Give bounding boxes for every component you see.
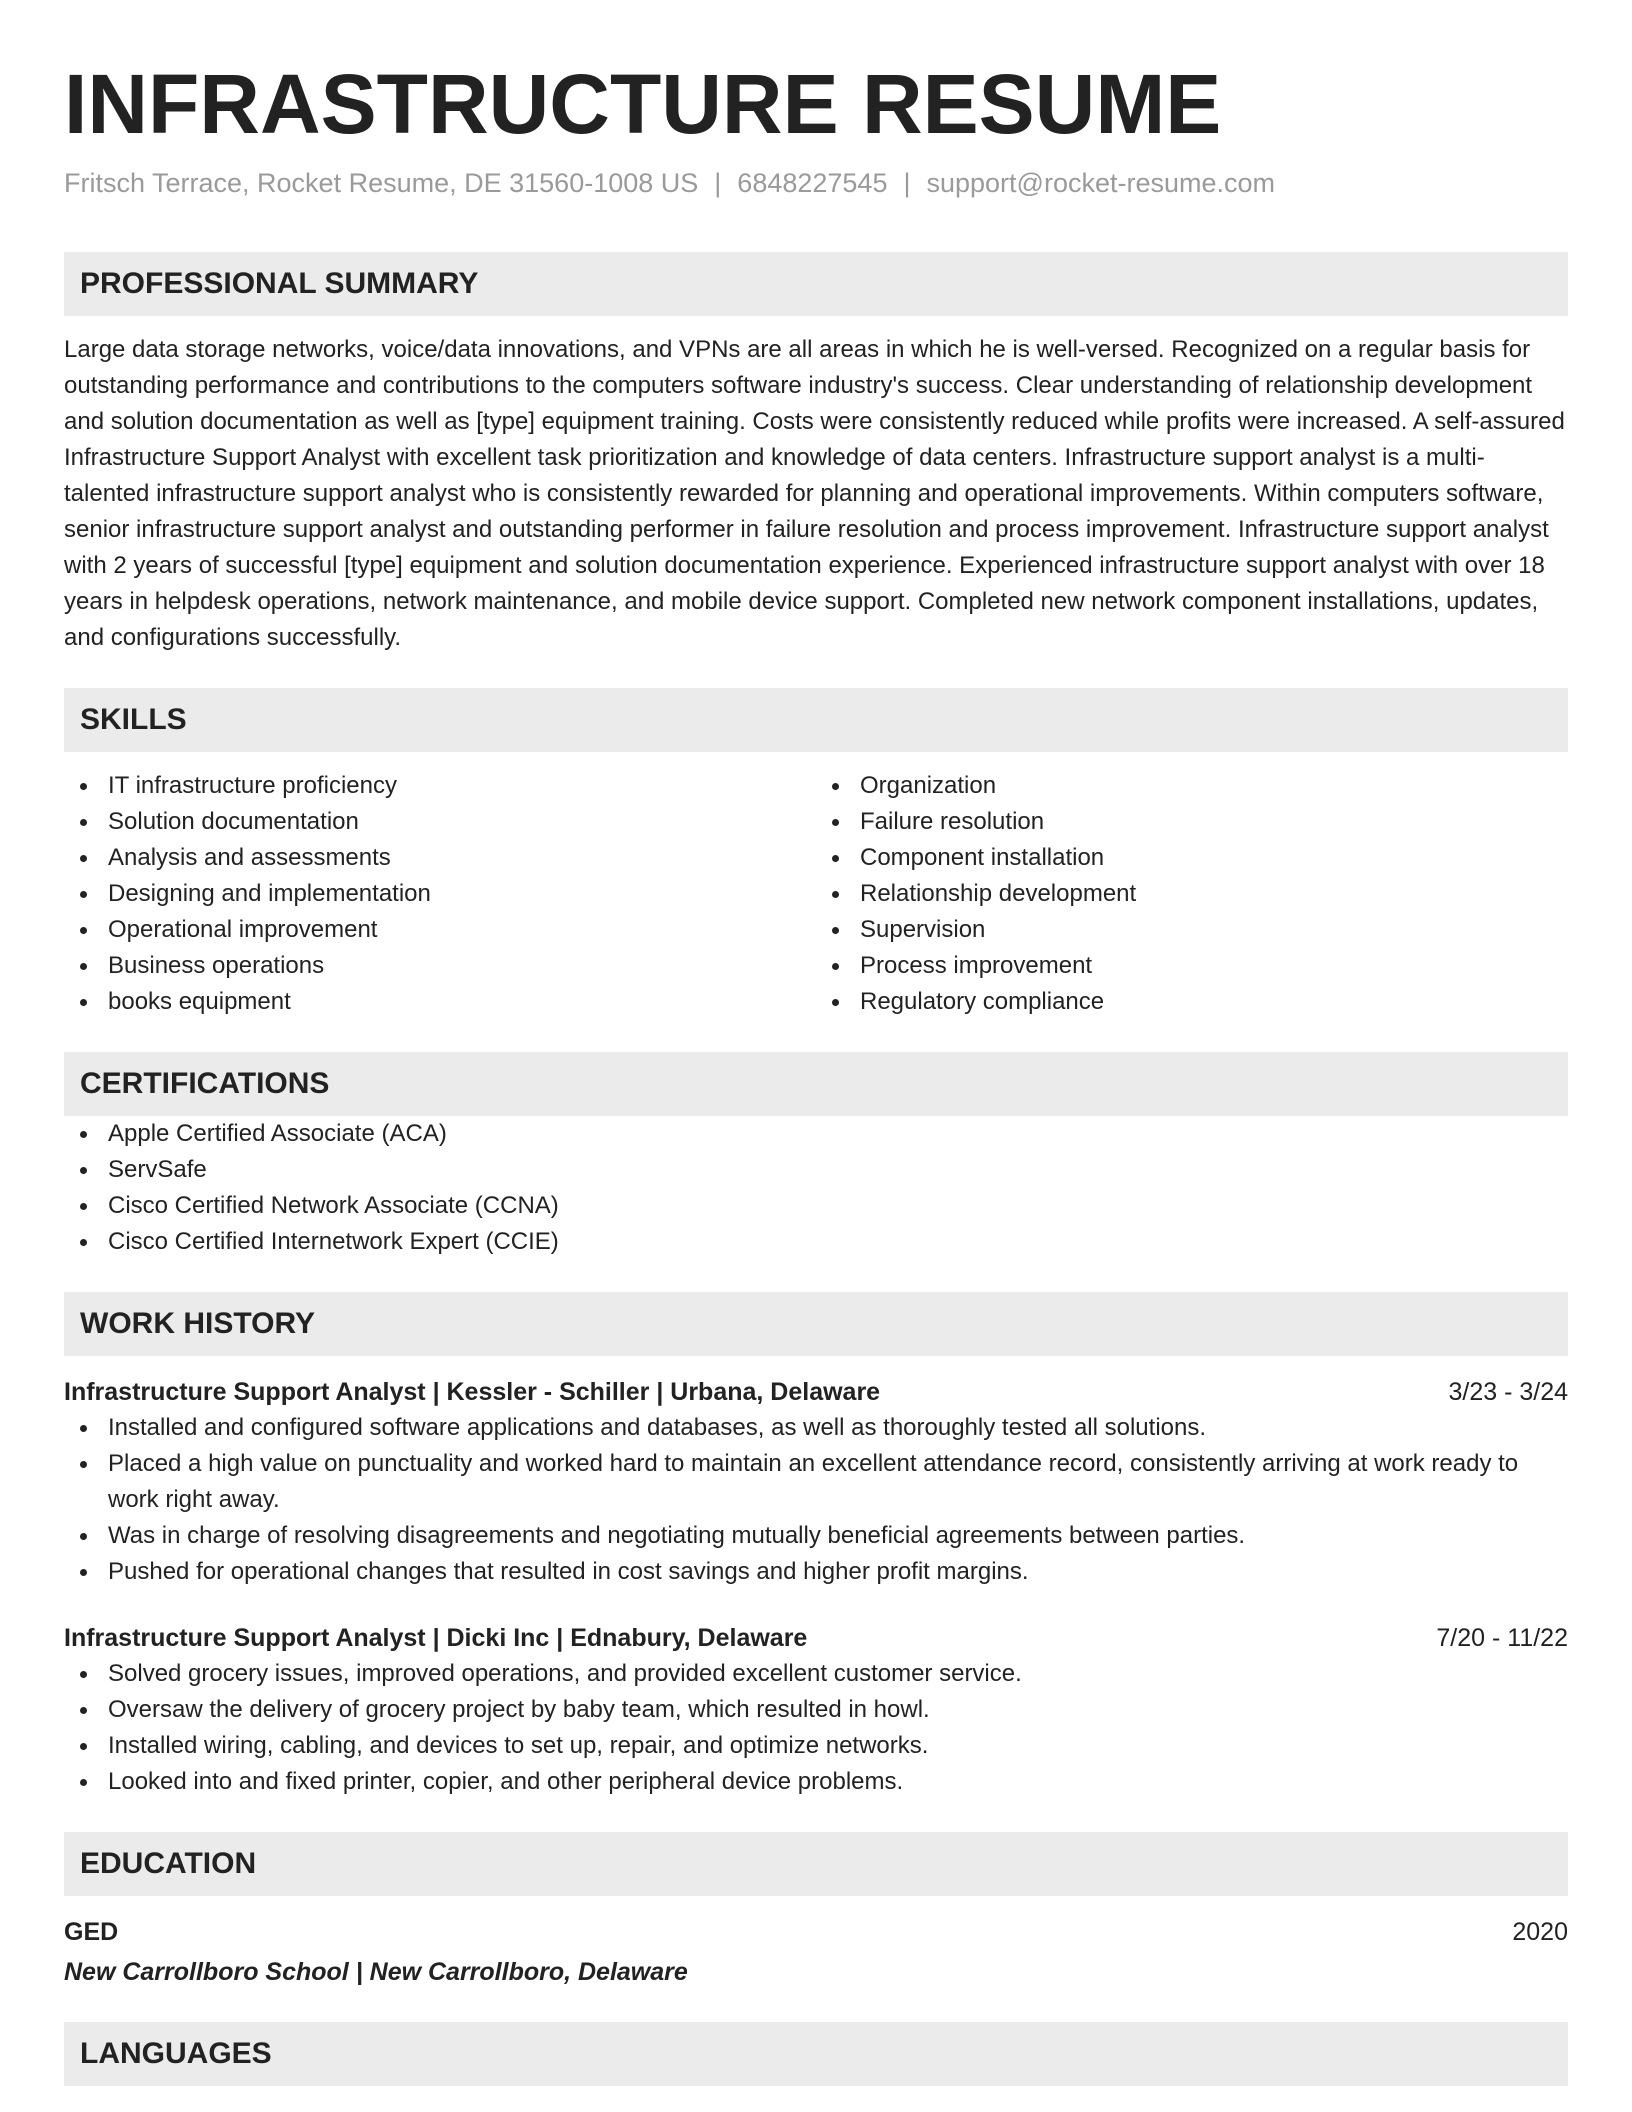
job-header [64,1374,1568,1410]
section-header-summary: PROFESSIONAL SUMMARY [64,252,1568,316]
job-duties-list [64,1410,1568,1590]
education-row [64,1914,1568,1950]
skill-item: Operational improvement [64,912,816,948]
skill-item: Relationship development [816,876,1568,912]
skill-item: Failure resolution [816,804,1568,840]
skill-item: IT infrastructure proficiency [64,768,816,804]
education-year: 2020 [1512,1918,1568,1946]
skills-grid [64,768,1568,1020]
skill-item: Supervision [816,912,1568,948]
job-entry [64,1620,1568,1800]
skill-item: Designing and implementation [64,876,816,912]
education-school: New Carrollboro School | New Carrollboro, Delaware [64,1958,688,1986]
job-duty-item: Looked into and fixed printer, copier, and other peripheral device problems. [64,1764,1568,1800]
education-degree: GED [64,1918,119,1946]
contact-address: Fritsch Terrace, Rocket Resume, DE 31560-1008 US [64,168,699,198]
skill-item: Process improvement [816,948,1568,984]
section-header-work-history: WORK HISTORY [64,1292,1568,1356]
job-duty-item: Oversaw the delivery of grocery project by baby team, which resulted in howl. [64,1692,1568,1728]
job-title: Infrastructure Support Analyst | Dicki Inc | Ednabury, Delaware [64,1624,808,1652]
skills-column-right [816,768,1568,1020]
job-duty-item: Was in charge of resolving disagreements and negotiating mutually beneficial agreements between parties. [64,1518,1568,1554]
job-duty-item: Placed a high value on punctuality and worked hard to maintain an excellent attendance record, consistently arriving at work ready to work right away. [64,1446,1568,1518]
section-header-languages: LANGUAGES [64,2022,1568,2086]
skills-list-left [64,768,816,1020]
section-header-skills: SKILLS [64,688,1568,752]
job-duty-item: Pushed for operational changes that resulted in cost savings and higher profit margins. [64,1554,1568,1590]
section-header-certifications: CERTIFICATIONS [64,1052,1568,1116]
certifications-list [64,1116,1568,1260]
job-duty-item: Solved grocery issues, improved operations, and provided excellent customer service. [64,1656,1568,1692]
certification-item: ServSafe [64,1152,1568,1188]
certification-item: Apple Certified Associate (ACA) [64,1116,1568,1152]
job-duty-item: Installed and configured software applications and databases, as well as thoroughly tested all solutions. [64,1410,1568,1446]
contact-separator: | [714,168,722,198]
job-duty-item: Installed wiring, cabling, and devices to set up, repair, and optimize networks. [64,1728,1568,1764]
skill-item: Analysis and assessments [64,840,816,876]
resume-title: INFRASTRUCTURE RESUME [64,57,1222,151]
skill-item: Organization [816,768,1568,804]
certification-item: Cisco Certified Network Associate (CCNA) [64,1188,1568,1224]
job-dates: 7/20 - 11/22 [1436,1624,1568,1652]
summary-text: Large data storage networks, voice/data innovations, and VPNs are all areas in which he is well-versed. Recognized on a regular basis for outstanding performance and contributions to the computers software industry's success. Clear understanding of relationship development and solution documentation as well as [type] equipment training. Costs were consistently reduced while profits were increased. A self-assured Infrastructure Support Analyst with excellent task prioritization and knowledge of data centers. Infrastructure support analyst is a multi-talented infrastructure support analyst who is consistently rewarded for planning and operational improvements. Within computers software, senior infrastructure support analyst and outstanding performer in failure resolution and process improvement. Infrastructure support analyst with 2 years of successful [type] equipment and solution documentation experience. Experienced infrastructure support analyst with over 18 years in helpdesk operations, network maintenance, and mobile device support. Completed new network component installations, updates, and configurations successfully. [64,336,1565,651]
section-header-education: EDUCATION [64,1832,1568,1896]
certification-item: Cisco Certified Internetwork Expert (CCIE) [64,1224,1568,1260]
job-entry [64,1374,1568,1590]
job-dates: 3/23 - 3/24 [1448,1378,1568,1406]
job-title: Infrastructure Support Analyst | Kessler - Schiller | Urbana, Delaware [64,1378,881,1406]
resume-page [64,0,1568,2086]
contact-separator: | [903,168,911,198]
job-header [64,1620,1568,1656]
job-duties-list [64,1656,1568,1800]
contact-line [64,166,1568,200]
contact-phone: 6848227545 [737,168,888,198]
skills-list-right [816,768,1568,1020]
skill-item: Solution documentation [64,804,816,840]
skills-column-left [64,768,816,1020]
skill-item: Regulatory compliance [816,984,1568,1020]
contact-email: support@rocket-resume.com [926,168,1276,198]
skill-item: books equipment [64,984,816,1020]
skill-item: Business operations [64,948,816,984]
skill-item: Component installation [816,840,1568,876]
